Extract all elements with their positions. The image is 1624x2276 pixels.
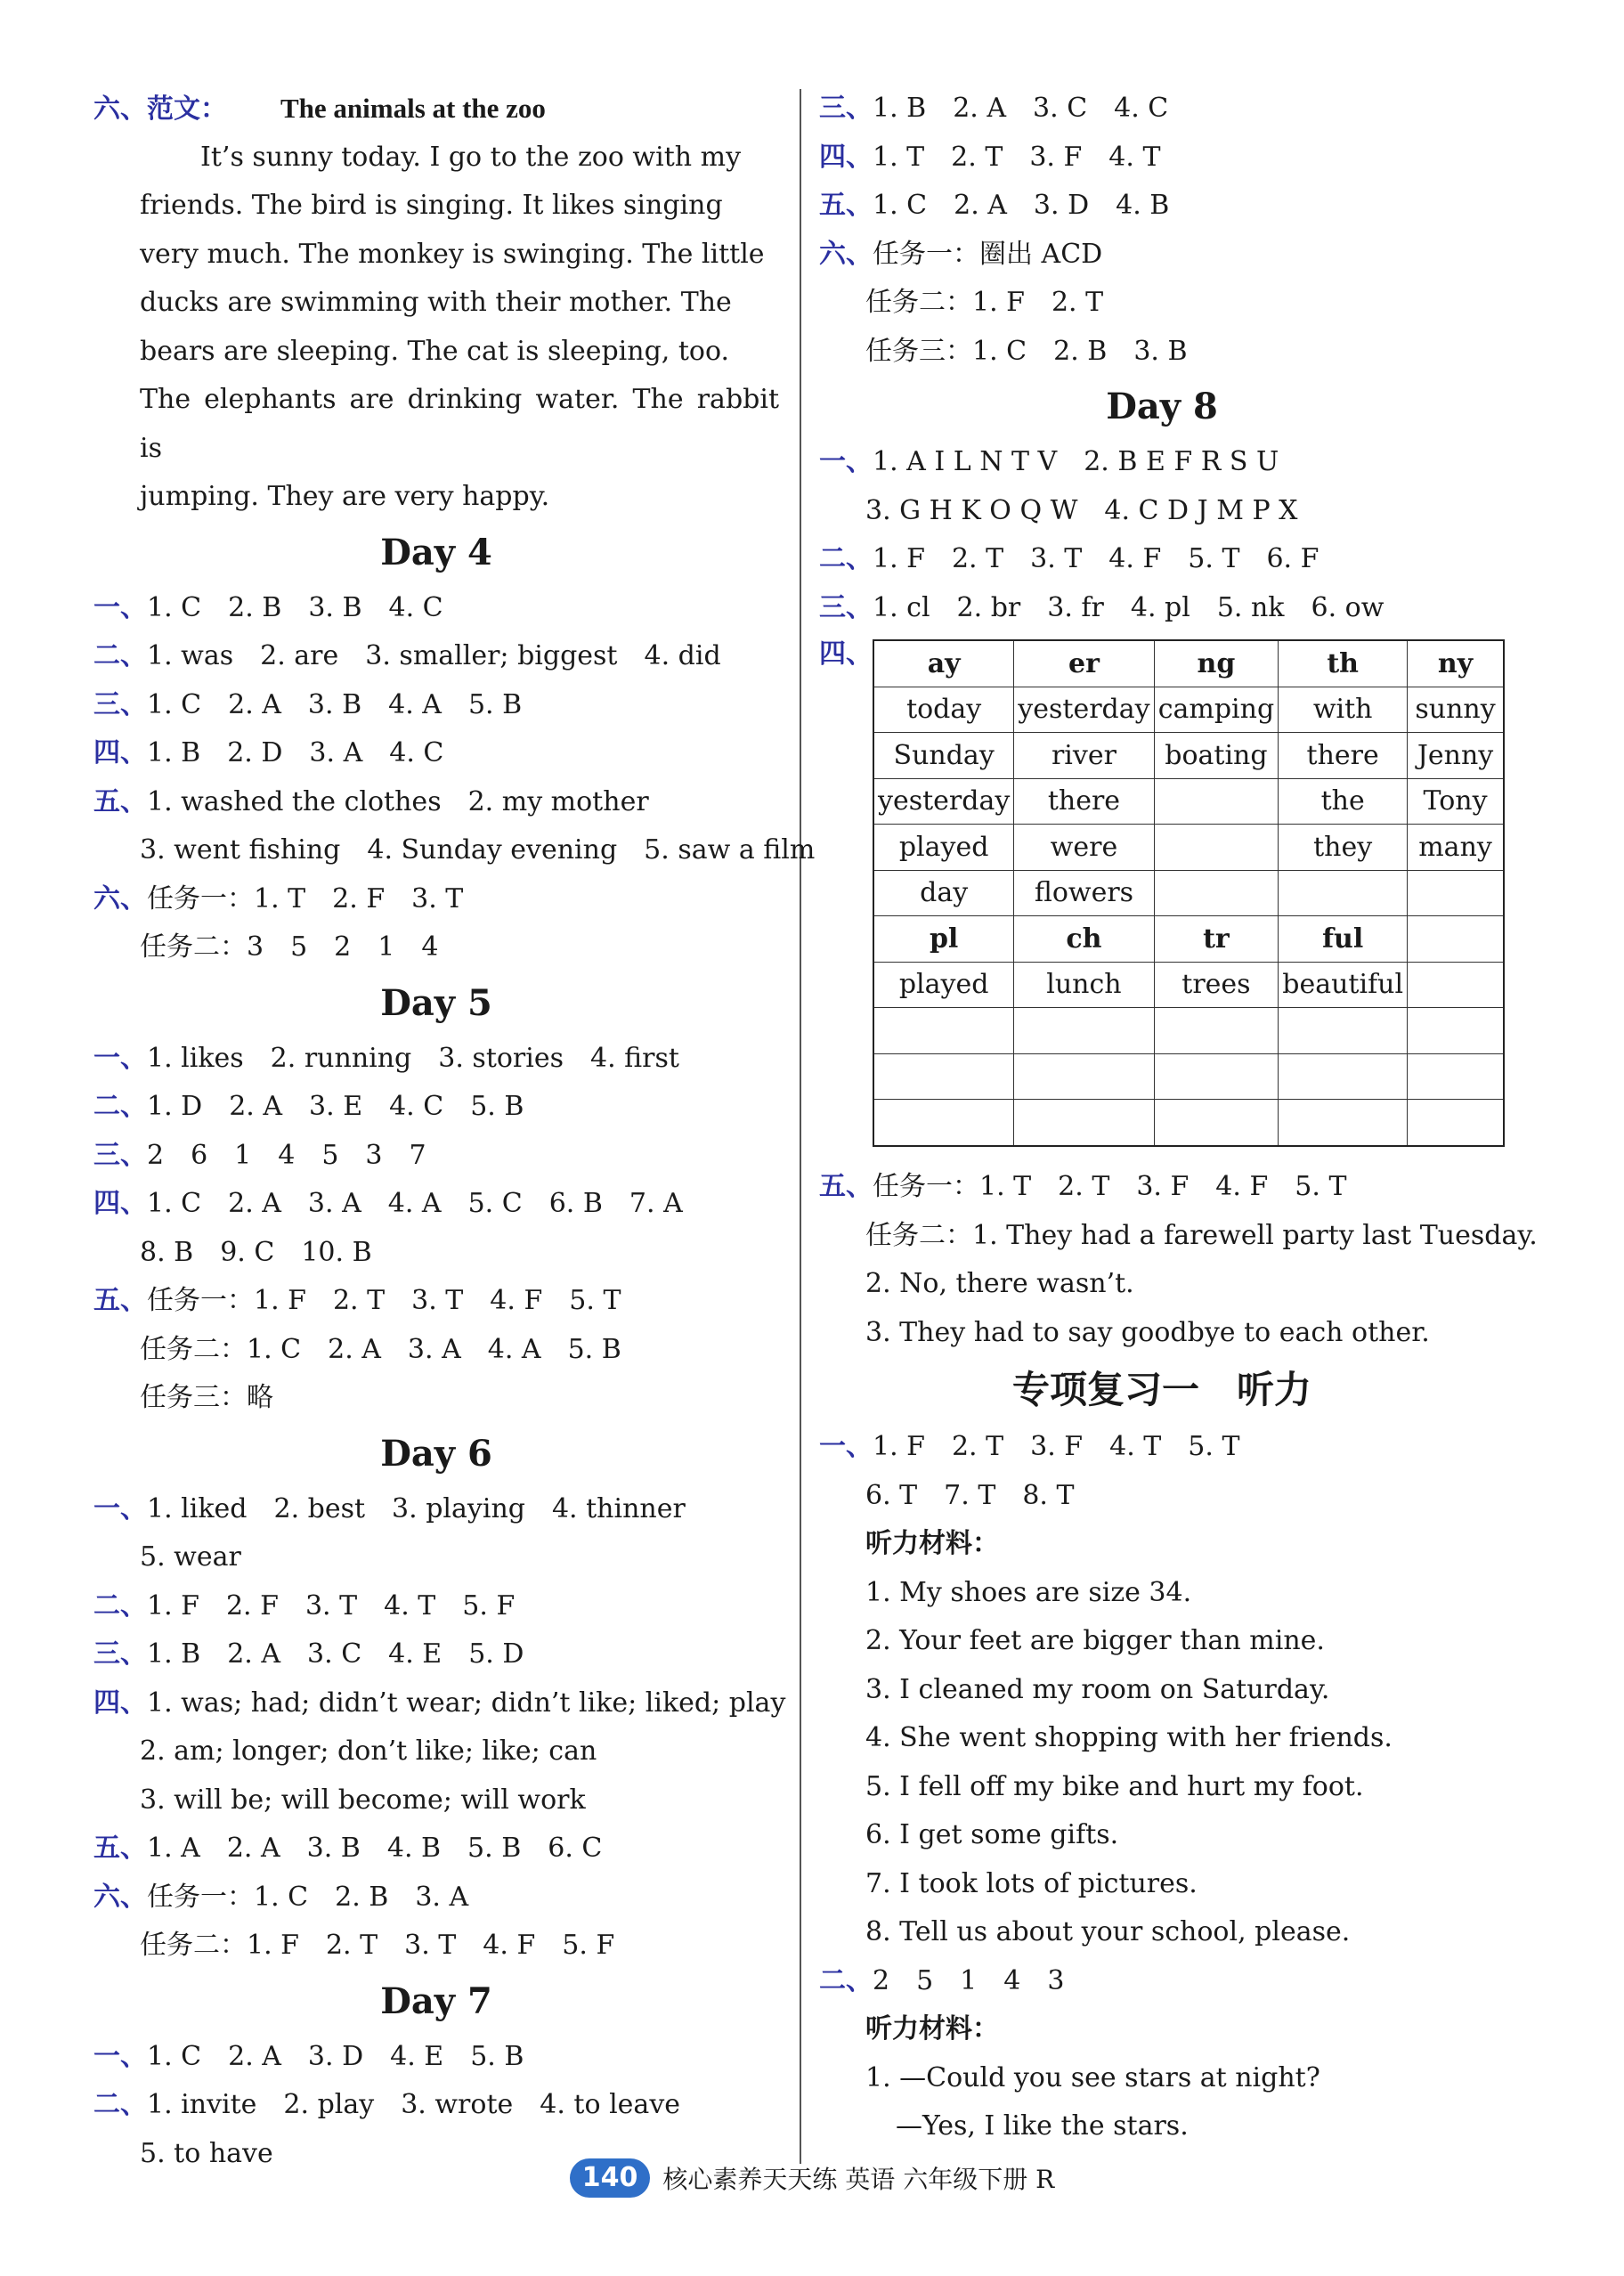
- essay-line: bears are sleeping. The cat is sleeping, too.: [140, 335, 730, 367]
- answer-text: 1. F 2. T 3. T 4. F 5. T 6. F: [873, 543, 1320, 574]
- answer-text: 任务二：1. They had a farewell party last Tuesday.: [865, 1219, 1538, 1251]
- table-cell: were: [1014, 825, 1154, 871]
- table-header: tr: [1154, 916, 1279, 963]
- answer-line: [93, 632, 779, 681]
- answer-line: [93, 1776, 779, 1825]
- answer-line: [93, 778, 779, 827]
- answer-line: [819, 1617, 1505, 1666]
- table-row: [873, 733, 1504, 779]
- answer-line: [93, 2033, 779, 2082]
- answer-line: [819, 182, 1505, 231]
- answer-text: 1. C 2. A 3. D 4. E 5. B: [147, 2040, 524, 2072]
- section-mark: 五、: [93, 785, 147, 817]
- table-cell: yesterday: [1014, 687, 1154, 733]
- table-cell: with: [1279, 687, 1408, 733]
- table-cell: played: [873, 962, 1014, 1008]
- listening-material-label: 听力材料：: [865, 2013, 999, 2044]
- answer-text: 1. likes 2. running 3. stories 4. first: [147, 1042, 679, 1074]
- answer-line: [819, 279, 1505, 328]
- answer-text: 1. C 2. B 3. B 4. C: [147, 591, 443, 623]
- answer-text: 1. washed the clothes 2. my mother: [147, 785, 649, 817]
- section-mark: 三、: [93, 688, 147, 720]
- answer-text: 1. C 2. A 3. A 4. A 5. C 6. B 7. A: [147, 1188, 683, 1219]
- answer-text: 1. A 2. A 3. B 4. B 5. B 6. C: [147, 1833, 603, 1864]
- table-header-row: [873, 916, 1504, 963]
- review-answers: [819, 1423, 1505, 2151]
- table-cell: yesterday: [873, 778, 1014, 825]
- table-row: [873, 825, 1504, 871]
- answer-text: 1. C 2. A 3. D 4. B: [873, 190, 1170, 221]
- left-column: [93, 85, 816, 2178]
- answer-line: [93, 1180, 779, 1229]
- essay-line: very much. The monkey is swinging. The little: [140, 238, 765, 270]
- table-row: [873, 1100, 1504, 1146]
- answer-line: [819, 1212, 1538, 1261]
- table-cell: [1154, 1100, 1279, 1146]
- answer-line: [93, 923, 779, 972]
- table-cell: [1408, 962, 1504, 1008]
- answer-line: [93, 2081, 779, 2130]
- table-cell: beautiful: [1279, 962, 1408, 1008]
- answer-text: 1. T 2. T 3. F 4. T: [873, 141, 1161, 173]
- day7-title: Day 7: [380, 1979, 492, 2022]
- answer-text: 任务一：1. F 2. T 3. T 4. F 5. T: [147, 1285, 621, 1316]
- phonics-table: [873, 639, 1505, 1147]
- answer-line: [819, 1957, 1505, 2006]
- answer-line: [819, 1423, 1505, 1472]
- table-row: [873, 962, 1504, 1008]
- answer-text: 任务二：1. F 2. T 3. T 4. F 5. F: [140, 1930, 615, 1961]
- table-cell: [1408, 1100, 1504, 1146]
- answer-text: 6. T 7. T 8. T: [865, 1479, 1075, 1511]
- answer-line: [819, 535, 1505, 584]
- section-mark: 一、: [93, 1492, 147, 1524]
- essay-line: friends. The bird is singing. It likes singing: [140, 190, 723, 221]
- answer-text: 1. B 2. D 3. A 4. C: [147, 737, 444, 768]
- answer-text: 8. B 9. C 10. B: [140, 1236, 372, 1268]
- section-mark: 一、: [819, 446, 873, 477]
- column-divider: [800, 89, 801, 2164]
- answer-line: [93, 1679, 786, 1728]
- essay-body: [93, 134, 779, 522]
- answer-line: [819, 584, 1505, 633]
- answer-text: 1. invite 2. play 3. wrote 4. to leave: [147, 2089, 681, 2120]
- table-cell: [873, 1053, 1014, 1100]
- answer-text: 5. I fell off my bike and hurt my foot.: [865, 1770, 1364, 1802]
- answer-line: [93, 1277, 779, 1326]
- section-mark: 三、: [93, 1139, 147, 1171]
- answer-text: 1. My shoes are size 34.: [865, 1576, 1192, 1608]
- answer-line: [93, 1533, 779, 1582]
- answer-text: 1. D 2. A 3. E 4. C 5. B: [147, 1091, 524, 1122]
- section-mark: 六、: [93, 882, 147, 914]
- essay-heading: [93, 85, 779, 134]
- phonics-table-block: [819, 632, 1505, 1163]
- answer-text: 3. I cleaned my room on Saturday.: [865, 1673, 1330, 1705]
- answer-line: [819, 2054, 1505, 2103]
- answer-line: [93, 1132, 779, 1181]
- section-mark: 五、: [819, 1171, 873, 1202]
- section-mark: 四、: [93, 1687, 147, 1719]
- answer-line: [819, 1309, 1505, 1358]
- answer-text: 1. F 2. F 3. T 4. T 5. F: [147, 1589, 516, 1622]
- answer-text: 2 5 1 4 3: [873, 1964, 1065, 1996]
- answer-line: [819, 231, 1505, 280]
- answer-line: [93, 1874, 779, 1922]
- answer-line: [93, 875, 779, 924]
- table-cell: [873, 1100, 1014, 1146]
- day7-continued: [819, 85, 1505, 376]
- answer-text: 3. will be; will become; will work: [140, 1784, 586, 1816]
- answer-text: 任务三：略: [140, 1382, 273, 1413]
- table-cell: many: [1408, 825, 1504, 871]
- answer-line: [93, 1083, 779, 1132]
- day5-title: Day 5: [380, 981, 492, 1024]
- answer-text: 1. —Could you see stars at night?: [865, 2061, 1320, 2093]
- section-mark: 二、: [93, 1589, 147, 1622]
- answer-text: 2 6 1 4 5 3 7: [147, 1139, 426, 1171]
- answer-text: 1. B 2. A 3. C 4. E 5. D: [147, 1638, 524, 1670]
- table-cell: lunch: [1014, 962, 1154, 1008]
- answer-text: 2. Your feet are bigger than mine.: [865, 1625, 1325, 1656]
- section-mark: 二、: [93, 640, 147, 671]
- table-cell: [873, 1008, 1014, 1054]
- answer-line: [93, 1630, 779, 1679]
- answer-text: 1. was 2. are 3. smaller; biggest 4. did: [147, 640, 721, 671]
- answer-line: [819, 1860, 1505, 1909]
- table-cell: trees: [1154, 962, 1279, 1008]
- answer-line: [93, 1922, 779, 1971]
- essay-title: The animals at the zoo: [280, 93, 546, 124]
- answer-line: [819, 1666, 1505, 1715]
- answer-text: 任务三：1. C 2. B 3. B: [865, 335, 1188, 367]
- answer-text: 3. went fishing 4. Sunday evening 5. saw a film: [140, 834, 816, 866]
- table-cell: [1154, 778, 1279, 825]
- table-row: [873, 870, 1504, 916]
- answer-line: [93, 1582, 779, 1631]
- day7-answers: [93, 2033, 779, 2179]
- answer-line: [93, 584, 779, 633]
- section-mark: 三、: [819, 93, 873, 124]
- table-row: [873, 778, 1504, 825]
- table-cell: Sunday: [873, 733, 1014, 779]
- table-cell: boating: [1154, 733, 1279, 779]
- answer-text: 2. am; longer; don’t like; like; can: [140, 1735, 597, 1767]
- answer-line: [93, 1727, 779, 1776]
- section-mark: 五、: [93, 1833, 147, 1864]
- table-cell: [1408, 1053, 1504, 1100]
- answer-line: [819, 2102, 1505, 2151]
- answer-text: —Yes, I like the stars.: [896, 2110, 1189, 2142]
- answer-text: 1. cl 2. br 3. fr 4. pl 5. nk 6. ow: [873, 591, 1384, 623]
- footer-book-title: 核心素养天天练 英语 六年级下册 R: [662, 2165, 1055, 2194]
- essay-line: jumping. They are very happy.: [140, 481, 550, 512]
- table-cell: flowers: [1014, 870, 1154, 916]
- section-mark: 四、: [93, 737, 147, 768]
- table-cell: [1154, 1008, 1279, 1054]
- table-cell: there: [1014, 778, 1154, 825]
- table-header: ny: [1408, 640, 1504, 687]
- section-mark: 一、: [819, 1431, 873, 1462]
- page-number-badge: 140: [570, 2158, 651, 2198]
- essay-label: 六、范文：: [93, 93, 227, 125]
- answer-line: [819, 1714, 1505, 1763]
- answer-text: 3. G H K O Q W 4. C D J M P X: [865, 494, 1298, 526]
- table-cell: [1014, 1008, 1154, 1054]
- essay-line: ducks are swimming with their mother. The: [140, 287, 732, 318]
- answer-text: 7. I took lots of pictures.: [865, 1867, 1198, 1899]
- table-cell: Tony: [1408, 778, 1504, 825]
- section-mark: 三、: [93, 1638, 147, 1670]
- table-cell: the: [1279, 778, 1408, 825]
- answer-text: 4. She went shopping with her friends.: [865, 1722, 1393, 1753]
- section-mark: 一、: [93, 591, 147, 623]
- answer-line: [819, 438, 1505, 487]
- table-cell: [1279, 1100, 1408, 1146]
- table-cell: [1279, 1053, 1408, 1100]
- section-mark: 四、: [819, 638, 873, 670]
- table-cell: [1279, 1008, 1408, 1054]
- answer-line: [93, 1229, 779, 1278]
- table-cell: [1014, 1053, 1154, 1100]
- section-mark: 二、: [819, 1964, 873, 1996]
- table-header: ay: [873, 640, 1014, 687]
- answer-text: 1. A I L N T V 2. B E F R S U: [873, 446, 1279, 477]
- section-mark: 一、: [93, 2040, 147, 2072]
- review-title: 专项复习一 听力: [1011, 1368, 1311, 1411]
- answer-line: [93, 1485, 779, 1534]
- day4-answers: [93, 584, 816, 972]
- answer-text: 5. to have: [140, 2137, 273, 2169]
- answer-line: [819, 1260, 1505, 1309]
- answer-line: [819, 134, 1505, 183]
- answer-text: 1. liked 2. best 3. playing 4. thinner: [147, 1492, 686, 1524]
- section-mark: 六、: [819, 238, 873, 270]
- section-mark: 六、: [93, 1881, 147, 1913]
- answer-text: 1. C 2. A 3. B 4. A 5. B: [147, 688, 523, 720]
- answer-text: 1. B 2. A 3. C 4. C: [873, 93, 1169, 124]
- section-mark: 二、: [93, 2089, 147, 2120]
- table-cell: [1408, 870, 1504, 916]
- day8-title: Day 8: [1106, 386, 1218, 427]
- answer-text: 1. was; had; didn’t wear; didn’t like; liked; play: [147, 1687, 786, 1719]
- page-footer: [0, 2158, 1624, 2203]
- table-cell: played: [873, 825, 1014, 871]
- day5-answers: [93, 1035, 779, 1423]
- table-cell: [1014, 1100, 1154, 1146]
- section-mark: 四、: [93, 1188, 147, 1219]
- answer-line: [819, 1908, 1505, 1957]
- table-cell: they: [1279, 825, 1408, 871]
- answer-line: [819, 1763, 1505, 1812]
- essay-line: The elephants are drinking water. The rabbit is: [140, 384, 779, 464]
- answer-text: 任务二：1. C 2. A 3. A 4. A 5. B: [140, 1333, 621, 1365]
- table-header: pl: [873, 916, 1014, 963]
- answer-text: 5. wear: [140, 1541, 241, 1573]
- table-header: th: [1279, 640, 1408, 687]
- section-mark: 四、: [819, 141, 873, 173]
- day6-answers: [93, 1485, 786, 1971]
- answer-text: 8. Tell us about your school, please.: [865, 1916, 1351, 1947]
- table-cell: [1154, 1053, 1279, 1100]
- answer-text: 任务一：1. T 2. T 3. F 4. F 5. T: [873, 1171, 1347, 1202]
- answer-line: [819, 328, 1505, 377]
- answer-text: 6. I get some gifts.: [865, 1819, 1119, 1850]
- table-cell: [1408, 1008, 1504, 1054]
- answer-text: 任务一：1. T 2. F 3. T: [147, 882, 464, 914]
- table-header-row: [873, 640, 1504, 687]
- table-cell: today: [873, 687, 1014, 733]
- table-row: [873, 1008, 1504, 1054]
- table-row: [873, 1053, 1504, 1100]
- answer-line: [93, 1326, 779, 1375]
- answer-line: [819, 85, 1505, 134]
- table-cell: there: [1279, 733, 1408, 779]
- answer-line: [819, 1163, 1505, 1212]
- table-cell: [1154, 825, 1279, 871]
- answer-line: [93, 1035, 779, 1084]
- day6-title: Day 6: [380, 1432, 492, 1475]
- section-mark: 三、: [819, 591, 873, 623]
- answer-line: [819, 1811, 1505, 1860]
- answer-text: 3. They had to say goodbye to each other.: [865, 1316, 1430, 1348]
- table-row: [873, 687, 1504, 733]
- answer-text: 任务二：1. F 2. T: [865, 287, 1104, 318]
- answer-line: [93, 729, 779, 778]
- day4-title: Day 4: [380, 531, 492, 573]
- essay-line: It’s sunny today. I go to the zoo with my: [200, 141, 742, 173]
- table-cell: sunny: [1408, 687, 1504, 733]
- table-header: ng: [1154, 640, 1279, 687]
- answer-line: [819, 1472, 1505, 1521]
- day8-answers: [819, 438, 1538, 1357]
- right-column: [819, 85, 1538, 2151]
- table-cell: river: [1014, 733, 1154, 779]
- table-cell: Jenny: [1408, 733, 1504, 779]
- answer-line: [819, 487, 1505, 536]
- table-header: er: [1014, 640, 1154, 687]
- table-cell: camping: [1154, 687, 1279, 733]
- answer-text: 任务一：1. C 2. B 3. A: [147, 1881, 469, 1913]
- answer-line: [93, 826, 816, 875]
- section-mark: 五、: [819, 190, 873, 221]
- table-cell: day: [873, 870, 1014, 916]
- section-mark: 五、: [93, 1285, 147, 1316]
- answer-line: [819, 1569, 1505, 1618]
- answer-text: 任务二：3 5 2 1 4: [140, 931, 439, 963]
- section-mark: 二、: [93, 1091, 147, 1122]
- answer-text: 任务一：圈出 ACD: [873, 238, 1103, 270]
- table-header: ful: [1279, 916, 1408, 963]
- answer-line: [93, 681, 779, 730]
- answer-text: 2. No, there wasn’t.: [865, 1268, 1134, 1299]
- table-header: [1408, 916, 1504, 963]
- table-header: ch: [1014, 916, 1154, 963]
- table-cell: [1279, 870, 1408, 916]
- table-cell: [1154, 870, 1279, 916]
- listening-material-label: 听力材料：: [865, 1528, 999, 1559]
- answer-line: [93, 1825, 779, 1874]
- section-mark: 二、: [819, 543, 873, 574]
- answer-line: [93, 1374, 779, 1423]
- section-mark: 一、: [93, 1042, 147, 1074]
- answer-text: 1. F 2. T 3. F 4. T 5. T: [873, 1431, 1240, 1462]
